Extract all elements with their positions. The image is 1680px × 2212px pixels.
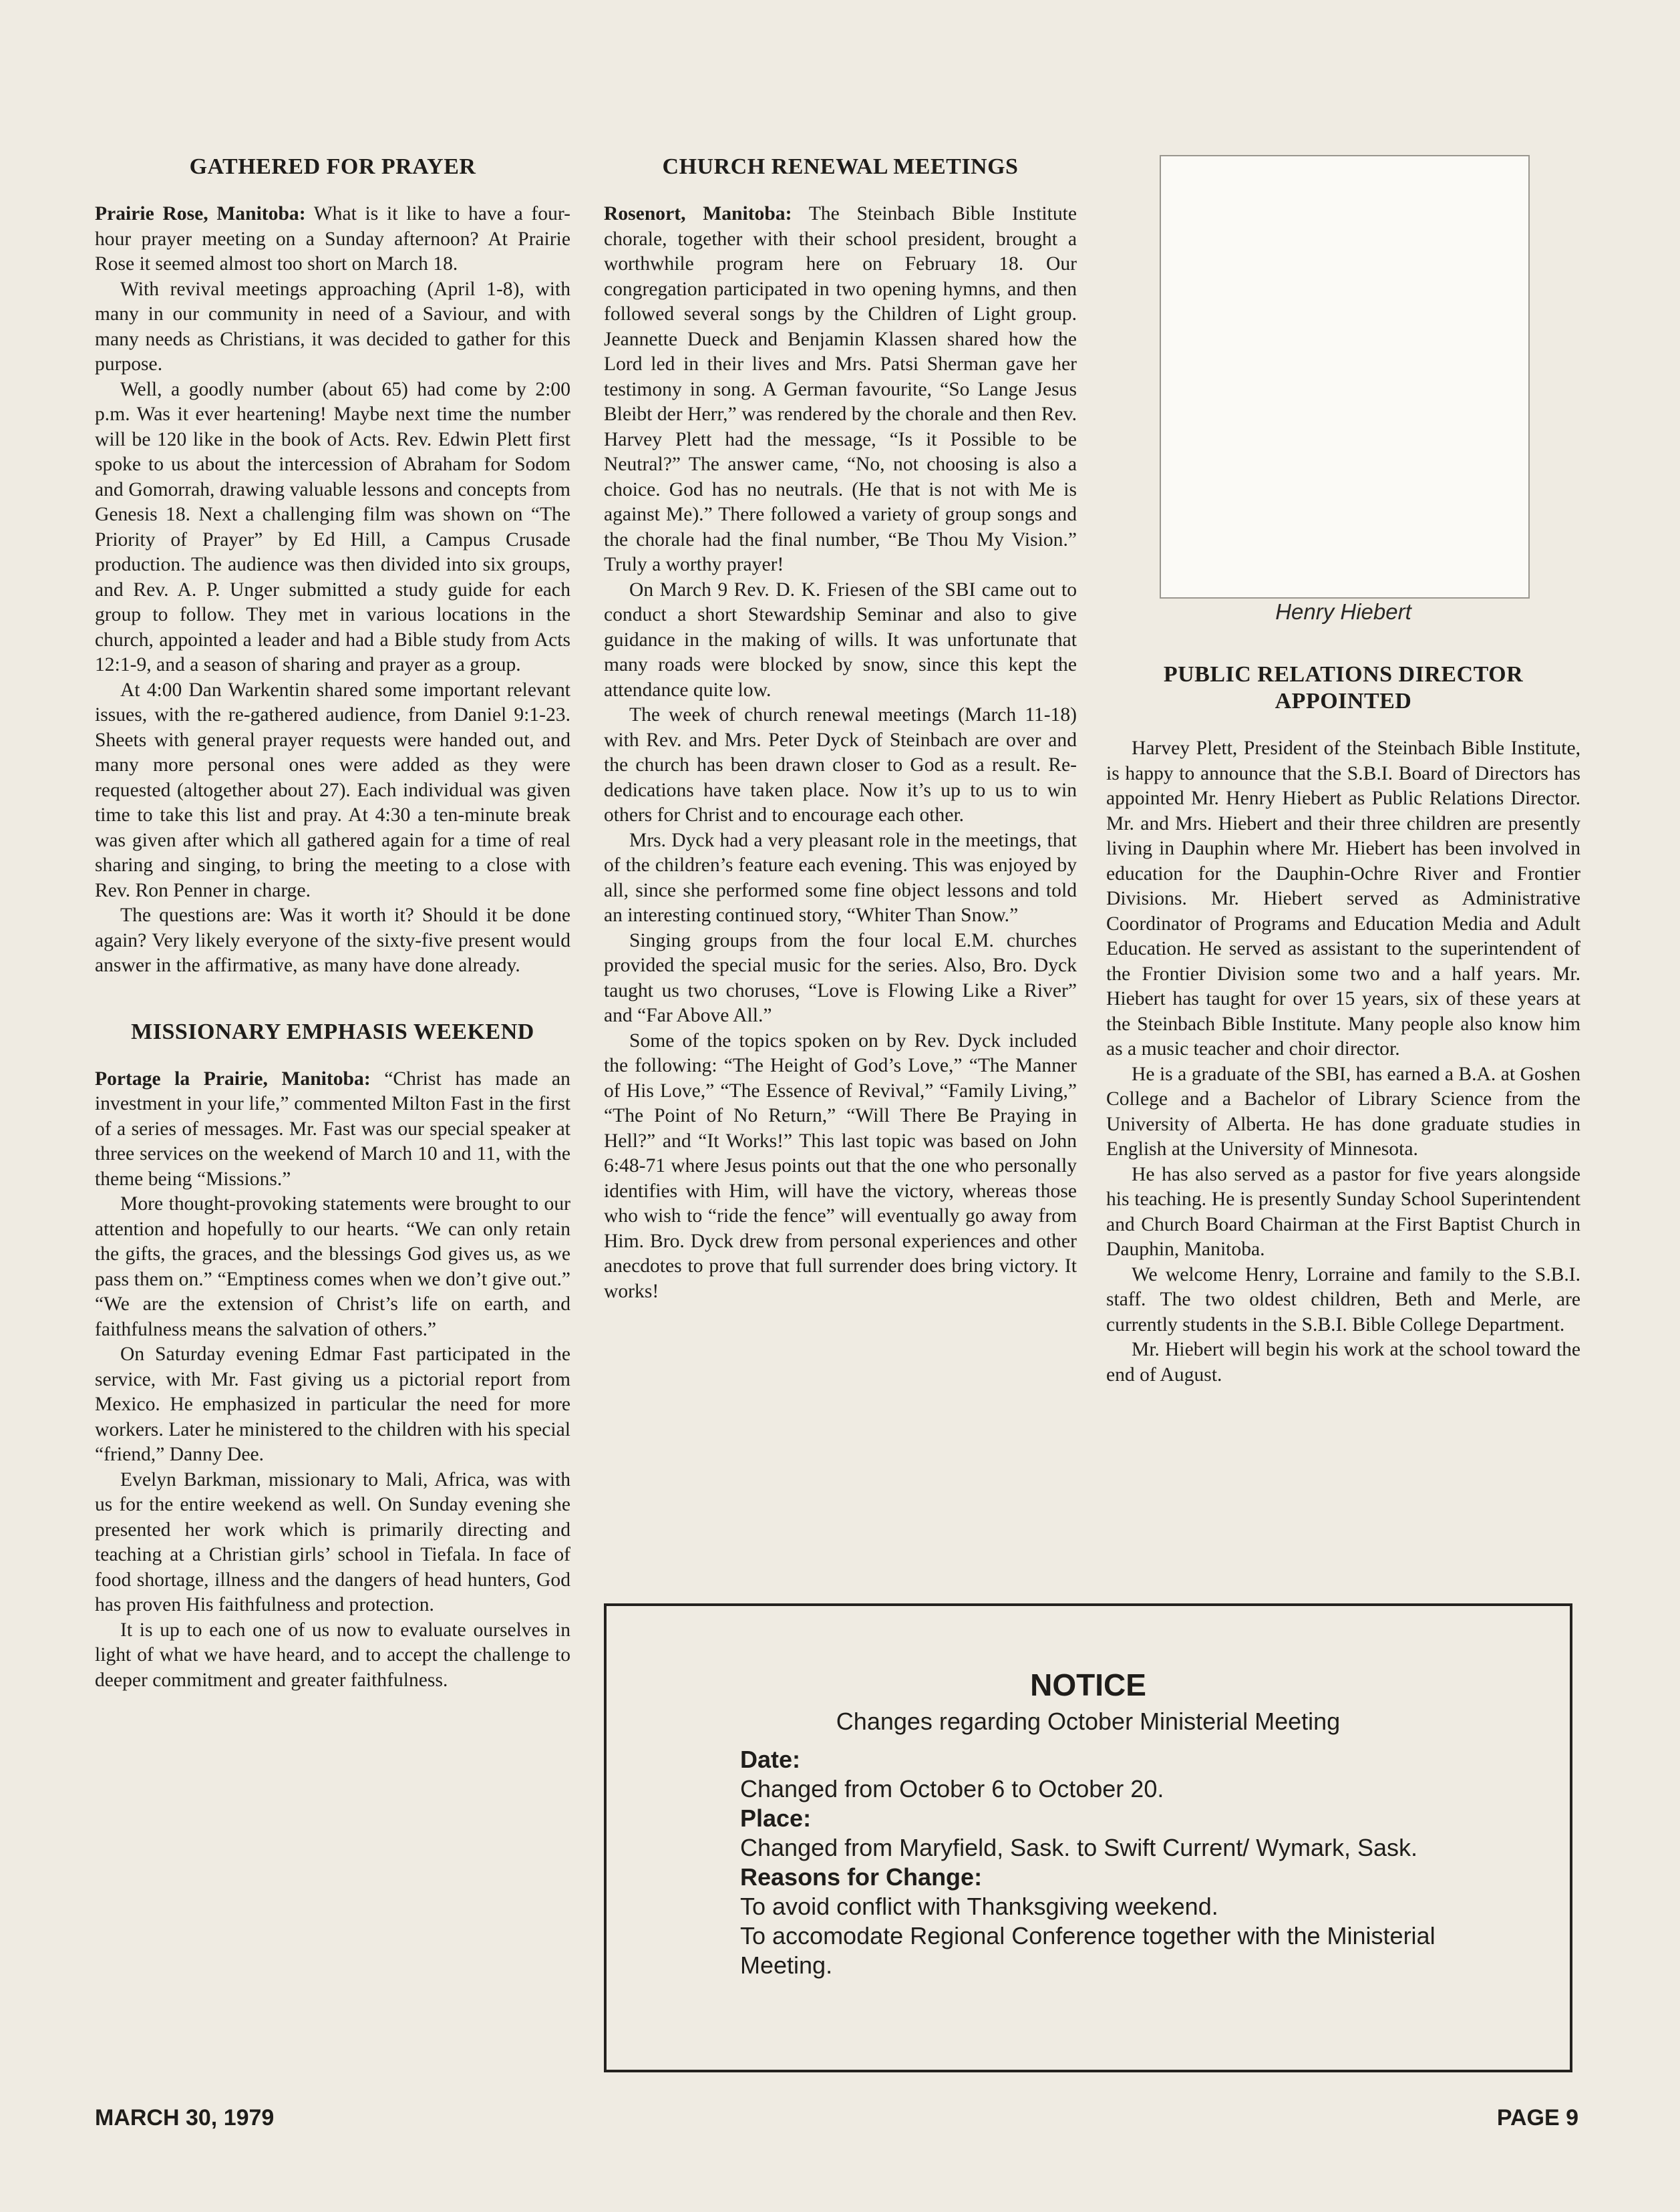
article-paragraph: The week of church renewal meetings (March 11-18) with Rev. and Mrs. Peter Dyck of Steinbach are over and the church has been drawn closer to God as a result. Re-dedications have taken place. Now it’s up to us to win others for Christ and to encourage each other. — [604, 704, 1077, 826]
column-2 — [604, 154, 1077, 1304]
dateline: Rosenort, Manitoba: — [604, 203, 792, 224]
dateline: Portage la Prairie, Manitoba: — [95, 1068, 371, 1090]
article-paragraph: Evelyn Barkman, missionary to Mali, Africa, was with us for the entire weekend as well. On Sunday evening she presented her work which is primarily directing and teaching at a Christian girls’ school in Tiefala. In face of food shortage, illness and the dangers of head hunters, God has proven His faithfulness and protection. — [95, 1468, 570, 1615]
portrait-photo — [1160, 155, 1530, 599]
column-1 — [95, 154, 570, 1693]
dateline: Prairie Rose, Manitoba: — [95, 203, 306, 224]
article-lead-paragraph: Rosenort, Manitoba: The Steinbach Bible Institute chorale, together with their school president, brought a worthwhile program here on February 18. Our congregation participated in two opening hymns, and then followed several songs by the Children of Light group. Jeannette Dueck and Benjamin Klassen shared how the Lord led in their lives and Mrs. Patsi Sherman gave her testimony in song. A German favourite, “So Lange Jesus Bleibt der Herr,” was rendered by the chorale and then Rev. Harvey Plett had the message, “Is it Possible to be Neutral?” The answer came, “No, not choosing is also a choice. God has no neutrals. (He that is not with Me is against Me).” There followed a variety of group songs and the chorale had the final number, “Be Thou My Vision.” Truly a worthy prayer! — [604, 203, 1077, 575]
article-lead-paragraph: Prairie Rose, Manitoba: What is it like to have a four-hour prayer meeting on a Sunday afternoon? At Prairie Rose it seemed almost too short on March 18. — [95, 203, 570, 275]
notice-date-text: Changed from October 6 to October 20. — [740, 1775, 1164, 1802]
article-paragraph: We welcome Henry, Lorraine and family to the S.B.I. staff. The two oldest children, Beth and Merle, are currently students in the S.B.I. Bible College Department. — [1106, 1263, 1580, 1335]
article-paragraph: Mrs. Dyck had a very pleasant role in the meetings, that of the children’s feature each evening. This was enjoyed by all, since she performed some fine object lessons and told an interesting continued story, “Whiter Than Snow.” — [604, 829, 1077, 926]
notice-title: NOTICE — [1030, 1668, 1146, 1702]
column-3 — [1106, 661, 1580, 1388]
article-paragraph: Harvey Plett, President of the Steinbach Bible Institute, is happy to announce that the S.B.I. Board of Directors has appointed Mr. Henry Hiebert as Public Relations Director. Mr. and Mrs. Hiebert and their three children are presently living in Dauphin where Mr. Hiebert has been involved in education for the Dauphin-Ochre River and Frontier Divisions. Mr. Hiebert served as Administrative Coordinator of Programs and Education Media and Adult Education. He served as assistant to the superintendent of the Frontier Division some two and a half years. Mr. Hiebert has taught for over 15 years, six of these years at the Steinbach Bible Institute. Many people also know him as a music teacher and choir director. — [1106, 738, 1580, 1060]
page-number: PAGE 9 — [1496, 2105, 1578, 2130]
notice-place-label: Place: — [740, 1804, 812, 1832]
article-heading-prayer: GATHERED FOR PRAYER — [189, 154, 476, 179]
notice-body — [740, 1745, 1448, 1980]
article-paragraph: It is up to each one of us now to evaluate ourselves in light of what we have heard, and to accept the challenge to deeper commitment and greater faithfulness. — [95, 1619, 570, 1691]
article-heading-appointment: PUBLIC RELATIONS DIRECTOR APPOINTED — [1163, 662, 1524, 714]
article-paragraph: More thought-provoking statements were brought to our attention and hopefully to our hearts. “We can only retain the gifts, the graces, and the blessings God gives us, as we pass them on.” “Emptiness comes when we don’t give out.” “We are the extension of Christ’s life on earth, and faithfulness means the salvation of others.” — [95, 1193, 570, 1340]
article-paragraph: The questions are: Was it worth it? Should it be done again? Very likely everyone of the sixty-five present would answer in the affirmative, as many have done already. — [95, 905, 570, 976]
notice-date-label: Date: — [740, 1746, 801, 1773]
notice-reason-1: To avoid conflict with Thanksgiving weekend. — [740, 1893, 1218, 1920]
photo-caption: Henry Hiebert — [1275, 599, 1411, 624]
article-lead-paragraph: Portage la Prairie, Manitoba: “Christ has made an investment in your life,” commented Milton Fast in the first of a series of messages. Mr. Fast was our special speaker at three services on the weekend of March 10 and 11, with the theme being “Missions.” — [95, 1068, 570, 1190]
article-paragraph: With revival meetings approaching (April 1-8), with many in our community in need of a Saviour, and with many needs as Christians, it was decided to gather for this purpose. — [95, 278, 570, 375]
article-paragraph: Mr. Hiebert will begin his work at the school toward the end of August. — [1106, 1339, 1580, 1386]
article-paragraph: On March 9 Rev. D. K. Friesen of the SBI came out to conduct a short Stewardship Seminar and also to give guidance in the making of wills. It was unfortunate that many roads were blocked by snow, since this kept the attendance quite low. — [604, 579, 1077, 701]
article-paragraph: Singing groups from the four local E.M. churches provided the special music for the series. Also, Bro. Dyck taught us two choruses, “Love is Flowing Like a River” and “Far Above All.” — [604, 929, 1077, 1026]
article-paragraph: On Saturday evening Edmar Fast participated in the service, with Mr. Fast giving us a pictorial report from Mexico. He emphasized in particular the need for more workers. Later he ministered to the children with his special “friend,” Danny Dee. — [95, 1344, 570, 1465]
article-heading-missionary: MISSIONARY EMPHASIS WEEKEND — [131, 1019, 534, 1044]
article-paragraph: Well, a goodly number (about 65) had come by 2:00 p.m. Was it ever heartening! Maybe next time the number will be 120 like in the book of Acts. Rev. Edwin Plett first spoke to us about the intercession of Abraham for Sodom and Gomorrah, drawing valuable lessons and concepts from Genesis 18. Next a challenging film was shown on “The Priority of Prayer” by Ed Hill, a Campus Crusade production. The audience was then divided into six groups, and Rev. A. P. Unger submitted a study guide for each group to follow. They met in various locations in the church, appointed a leader and had a Bible study from Acts 12:1-9, and a season of sharing and prayer as a group. — [95, 378, 570, 675]
notice-subtitle: Changes regarding October Ministerial Meeting — [836, 1708, 1341, 1735]
article-heading-renewal: CHURCH RENEWAL MEETINGS — [662, 154, 1019, 179]
article-paragraph: He is a graduate of the SBI, has earned a B.A. at Goshen College and a Bachelor of Library Science from the University of Alberta. He has done graduate studies in English at the University of Minnesota. — [1106, 1063, 1580, 1160]
notice-reasons-label: Reasons for Change: — [740, 1863, 983, 1891]
article-paragraph: At 4:00 Dan Warkentin shared some important relevant issues, with the re-gathered audience, from Daniel 9:1-23. Sheets with general prayer requests were handed out, and many more personal ones were added as they were requested (altogether about 27). Each individual was given time to take this list and pray. At 4:30 a ten-minute break was given after which all gathered again for a time of real sharing and singing, to bring the meeting to a close with Rev. Ron Penner in charge. — [95, 679, 570, 901]
notice-reason-2: To accomodate Regional Conference together with the Ministerial Meeting. — [740, 1922, 1436, 1979]
notice-box — [604, 1603, 1572, 2072]
footer-date: MARCH 30, 1979 — [95, 2105, 275, 2130]
notice-place-text: Changed from Maryfield, Sask. to Swift Current/ Wymark, Sask. — [740, 1834, 1417, 1861]
article-paragraph: Some of the topics spoken on by Rev. Dyck included the following: “The Height of God’s Love,” “The Manner of His Love,” “The Essence of Revival,” “Family Living,” “The Point of No Return,” “Will There Be Praying in Hell?” and “It Works!” This last topic was based on John 6:48-71 where Jesus points out that the one who personally identifies with Him, will have the victory, whereas those who wish to “ride the fence” will eventually go away from Him. Bro. Dyck drew from personal experiences and other anecdotes to prove that full surrender does bring victory. It works! — [604, 1030, 1077, 1302]
article-paragraph: He has also served as a pastor for five years alongside his teaching. He is presently Sunday School Superintendent and Church Board Chairman at the First Baptist Church in Dauphin, Manitoba. — [1106, 1163, 1580, 1260]
